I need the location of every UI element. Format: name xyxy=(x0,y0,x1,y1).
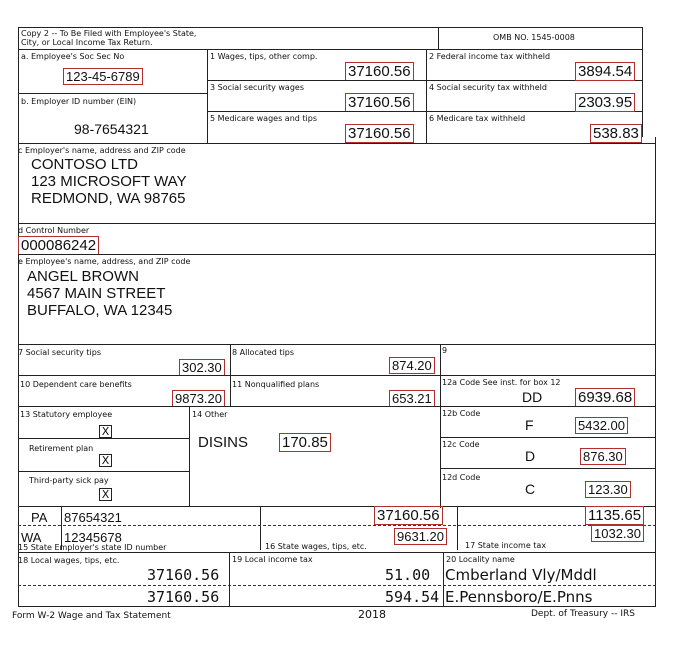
box11-value: 653.21 xyxy=(389,390,435,407)
state-row1-state: PA xyxy=(31,510,48,525)
state-row2-id: 12345678 xyxy=(64,530,122,545)
box12c-value: 876.30 xyxy=(580,448,626,465)
box1-label: 1 Wages, tips, other comp. xyxy=(210,52,318,61)
employee-street: 4567 MAIN STREET xyxy=(27,285,166,302)
box9-label: 9 xyxy=(442,346,448,355)
omb-number: OMB NO. 1545-0008 xyxy=(493,33,575,42)
employee-city: BUFFALO, WA 12345 xyxy=(27,302,173,319)
box13-retirement-label: Retirement plan xyxy=(29,444,94,453)
box2-value: 3894.54 xyxy=(575,62,635,81)
footer-year: 2018 xyxy=(358,608,386,621)
employer-label: c Employer's name, address and ZIP code xyxy=(18,146,186,155)
box3-label: 3 Social security wages xyxy=(210,83,304,92)
box12a-label: 12a Code See inst. for box 12 xyxy=(442,378,561,387)
state-row1-wages: 37160.56 xyxy=(374,506,443,525)
box12b-value: 5432.00 xyxy=(575,417,628,434)
frame-bottom xyxy=(18,606,656,607)
employer-name: CONTOSO LTD xyxy=(31,156,138,173)
box12a-value: 6939.68 xyxy=(575,388,635,407)
ein-label: b. Employer ID number (EIN) xyxy=(21,97,137,106)
footer-dept: Dept. of Treasury -- IRS xyxy=(531,609,635,619)
box4-label: 4 Social security tax withheld xyxy=(429,83,547,92)
employee-name: ANGEL BROWN xyxy=(27,268,139,285)
box8-value: 874.20 xyxy=(389,357,435,374)
state-row2-wages: 9631.20 xyxy=(394,528,447,545)
employer-city: REDMOND, WA 98765 xyxy=(31,190,186,207)
box13-sickpay-label: Third-party sick pay xyxy=(29,476,109,485)
box6-label: 6 Medicare tax withheld xyxy=(429,114,526,123)
employee-ssn-label: a. Employee's Soc Sec No xyxy=(21,52,125,61)
box16-label: 16 State wages, tips, etc. xyxy=(265,542,367,551)
statutory-checkbox[interactable]: X xyxy=(99,425,112,438)
box14-code: DISINS xyxy=(198,434,249,451)
box12d-value: 123.30 xyxy=(585,481,631,498)
box7-label: 7 Social security tips xyxy=(18,348,101,357)
state-row1-tax: 1135.65 xyxy=(585,506,644,525)
box3-value: 37160.56 xyxy=(345,93,414,112)
copy-line2: City, or Local Income Tax Return. xyxy=(21,38,153,47)
local-row2-tax: 594.54 xyxy=(385,588,440,606)
box15-label: 15 State Employer's state ID number xyxy=(18,543,167,552)
box12d-code: C xyxy=(525,481,536,497)
frame-right xyxy=(642,27,643,137)
box12c-label: 12c Code xyxy=(442,440,480,449)
employee-label: e Employee's name, address, and ZIP code xyxy=(18,257,191,266)
box7-value: 302.30 xyxy=(179,359,225,376)
box14-value: 170.85 xyxy=(279,433,331,452)
box13-statutory-label: 13 Statutory employee xyxy=(20,410,113,419)
box20-label: 20 Locality name xyxy=(446,555,515,564)
box18-label: 18 Local wages, tips, etc. xyxy=(18,556,120,565)
box12c-code: D xyxy=(525,448,536,464)
control-value: 000086242 xyxy=(18,236,99,255)
box14-label: 14 Other xyxy=(192,410,228,419)
local-row1-wages: 37160.56 xyxy=(147,566,220,584)
box5-value: 37160.56 xyxy=(345,124,414,143)
box6-value: 538.83 xyxy=(590,124,642,143)
employee-ssn-value: 123-45-6789 xyxy=(63,68,143,85)
ein-value: 98-7654321 xyxy=(74,121,149,137)
box8-label: 8 Allocated tips xyxy=(232,348,295,357)
local-row2-locality: E.Pennsboro/E.Pnns xyxy=(445,588,593,606)
box10-value: 9873.20 xyxy=(172,390,225,407)
box12d-label: 12d Code xyxy=(442,473,481,482)
box2-label: 2 Federal income tax withheld xyxy=(429,52,551,61)
state-row2-state: WA xyxy=(21,530,42,545)
box1-value: 37160.56 xyxy=(345,62,414,81)
frame-right-lower xyxy=(655,137,656,607)
box12b-code: F xyxy=(525,417,534,433)
box12b-label: 12b Code xyxy=(442,409,481,418)
local-row1-tax: 51.00 xyxy=(385,566,431,584)
box17-label: 17 State income tax xyxy=(465,541,547,550)
local-row2-wages: 37160.56 xyxy=(147,588,220,606)
box11-label: 11 Nonqualified plans xyxy=(232,380,320,389)
box12a-code: DD xyxy=(522,389,543,405)
frame-left xyxy=(18,27,19,607)
box4-value: 2303.95 xyxy=(575,93,635,112)
control-label: d Control Number xyxy=(18,226,90,235)
sickpay-checkbox[interactable]: X xyxy=(99,488,112,501)
retirement-checkbox[interactable]: X xyxy=(99,454,112,467)
state-row1-id: 87654321 xyxy=(64,510,122,525)
footer-form: Form W-2 Wage and Tax Statement xyxy=(12,611,171,621)
local-row1-locality: Cmberland Vly/Mddl xyxy=(445,566,597,584)
frame-top xyxy=(18,27,643,28)
employer-street: 123 MICROSOFT WAY xyxy=(31,173,187,190)
box5-label: 5 Medicare wages and tips xyxy=(210,114,317,123)
box19-label: 19 Local income tax xyxy=(232,555,313,564)
box10-label: 10 Dependent care benefits xyxy=(20,380,132,389)
state-row2-tax: 1032.30 xyxy=(591,525,644,542)
copy-line1: Copy 2 -- To Be Filed with Employee's State, xyxy=(21,29,197,38)
